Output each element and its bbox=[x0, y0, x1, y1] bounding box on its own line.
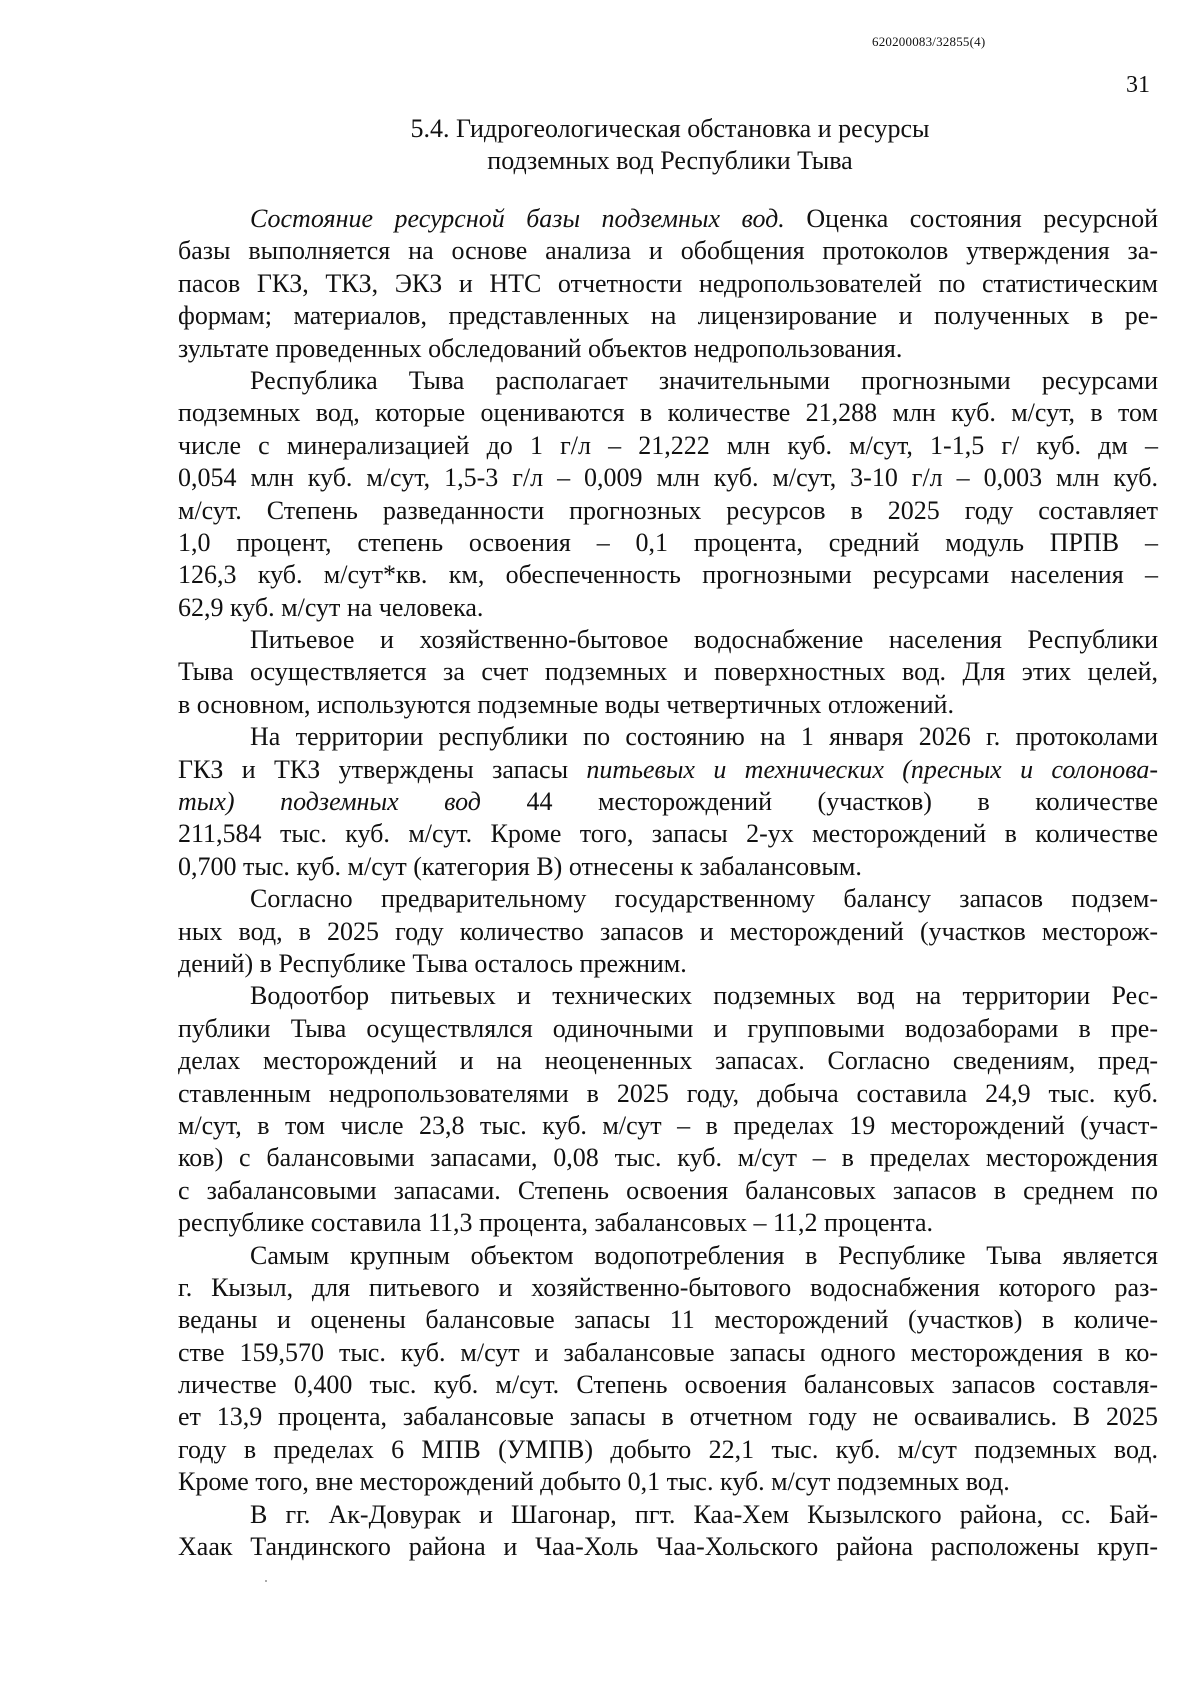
paragraph-water-supply bbox=[178, 624, 1158, 721]
paragraph-line bbox=[178, 203, 1158, 235]
paragraph-line: личестве 0,400 тыс. куб. м/сут. Степень освоения балансовых запасов составля- bbox=[178, 1370, 1158, 1400]
paragraph-line: ставленным недропользователями в 2025 году, добыча составила 24,9 тыс. куб. bbox=[178, 1078, 1158, 1108]
paragraph-line: стве 159,570 тыс. куб. м/сут и забалансовые запасы одного месторождения в ко- bbox=[178, 1337, 1158, 1367]
paragraph-line: 211,584 тыс. куб. м/сут. Кроме того, запасы 2-ух месторождений в количестве bbox=[178, 819, 1158, 849]
paragraph-line: г. Кызыл, для питьевого и хозяйственно-бытового водоснабжения которого раз- bbox=[178, 1272, 1158, 1302]
paragraph-line: с забалансовыми запасами. Степень освоения балансовых запасов в среднем по bbox=[178, 1175, 1158, 1205]
paragraph-line: 62,9 куб. м/сут на человека. bbox=[178, 592, 484, 622]
paragraph-line: году в пределах 6 МПВ (УМПВ) добыто 22,1 тыс. куб. м/сут подземных вод. bbox=[178, 1434, 1158, 1464]
text-run: 44 месторождений (участков) в количестве bbox=[480, 787, 1158, 817]
paragraph-line: зультате проведенных обследований объектов недропользования. bbox=[178, 333, 903, 363]
section-heading-line-1: 5.4. Гидрогеологическая обстановка и ресурсы bbox=[410, 114, 930, 143]
paragraph-line: Питьевое и хозяйственно-бытовое водоснабжение населения Республики bbox=[250, 625, 1158, 655]
paragraph-line: м/сут. Степень разведанности прогнозных ресурсов в 2025 году составляет bbox=[178, 495, 1158, 525]
paragraph-line: ных вод, в 2025 году количество запасов и месторождений (участков месторож- bbox=[178, 916, 1158, 946]
paragraph-line: подземных вод, которые оцениваются в количестве 21,288 млн куб. м/сут, в том bbox=[178, 398, 1158, 428]
paragraph-line: числе с минерализацией до 1 г/л – 21,222 млн куб. м/сут, 1-1,5 г/ куб. дм – bbox=[178, 430, 1158, 460]
paragraph-line: веданы и оценены балансовые запасы 11 месторождений (участков) в количе- bbox=[178, 1305, 1158, 1335]
paragraph-line: базы выполняется на основе анализа и обобщения протоколов утверждения за- bbox=[178, 236, 1158, 266]
paragraph-line: дений) в Республике Тыва осталось прежним. bbox=[178, 948, 687, 978]
paragraph-kyzyl bbox=[178, 1240, 1158, 1499]
paragraph-line: республике составила 11,3 процента, забалансовых – 11,2 процента. bbox=[178, 1208, 934, 1238]
paragraph-line bbox=[178, 754, 1158, 786]
italic-lead-in: Состояние ресурсной базы подземных вод. bbox=[250, 204, 785, 233]
document-body bbox=[178, 203, 1158, 1563]
paragraph-line: На территории республики по состоянию на 1 января 2026 г. протоколами bbox=[250, 722, 1158, 752]
paragraph-line: формам; материалов, представленных на лицензирование и полученных в ре- bbox=[178, 301, 1158, 331]
paragraph-line: делах месторождений и на неоцененных запасах. Согласно сведениям, пред- bbox=[178, 1046, 1158, 1076]
paragraph-other-settlements bbox=[178, 1499, 1158, 1564]
paragraph-approved-reserves bbox=[178, 721, 1158, 883]
paragraph-line: 0,054 млн куб. м/сут, 1,5-3 г/л – 0,009 млн куб. м/сут, 3-10 г/л – 0,003 млн куб. bbox=[178, 463, 1158, 493]
text-run: Оценка состояния ресурсной bbox=[784, 204, 1158, 233]
paragraph-line: Водоотбор питьевых и технических подземных вод на территории Рес- bbox=[250, 981, 1158, 1011]
paragraph-line: Республика Тыва располагает значительными прогнозными ресурсами bbox=[250, 365, 1158, 395]
italic-text-run: тых) подземных вод bbox=[178, 787, 481, 817]
paragraph-line: ков) с балансовыми запасами, 0,08 тыс. куб. м/сут – в пределах месторождения bbox=[178, 1143, 1158, 1173]
paragraph-water-withdrawal bbox=[178, 980, 1158, 1239]
paragraph-state-balance bbox=[178, 883, 1158, 980]
section-heading-line-2: подземных вод Республики Тыва bbox=[487, 146, 853, 175]
italic-text-run: питьевых и технических (пресных и солонова- bbox=[586, 754, 1158, 784]
paragraph-line: Самым крупным объектом водопотребления в Республике Тыва является bbox=[250, 1240, 1158, 1270]
paragraph-line: м/сут, в том числе 23,8 тыс. куб. м/сут – в пределах 19 месторождений (участ- bbox=[178, 1110, 1158, 1140]
paragraph-line bbox=[178, 786, 1158, 818]
paragraph-line: 126,3 куб. м/сут*кв. км, обеспеченность прогнозными ресурсами населения – bbox=[178, 560, 1158, 590]
paragraph-line: 0,700 тыс. куб. м/сут (категория В) отнесены к забалансовым. bbox=[178, 851, 862, 881]
paragraph-line: публики Тыва осуществлялся одиночными и групповыми водозаборами в пре- bbox=[178, 1013, 1158, 1043]
paragraph-line: в основном, используются подземные воды четвертичных отложений. bbox=[178, 689, 954, 719]
text-run: ГКЗ и ТКЗ утверждены запасы bbox=[178, 754, 587, 784]
paragraph-line: ет 13,9 процента, забалансовые запасы в отчетном году не осваивались. В 2025 bbox=[178, 1402, 1158, 1432]
paragraph-line: Кроме того, вне месторождений добыто 0,1 тыс. куб. м/сут подземных вод. bbox=[178, 1467, 1010, 1497]
paragraph-line: пасов ГКЗ, ТКЗ, ЭКЗ и НТС отчетности недропользователей по статистическим bbox=[178, 268, 1158, 298]
page-number: 31 bbox=[1126, 72, 1150, 98]
section-heading bbox=[180, 113, 1160, 177]
paragraph-line: 1,0 процент, степень освоения – 0,1 процента, средний модуль ПРПВ – bbox=[178, 527, 1158, 557]
document-id: 620200083/32855(4) bbox=[872, 34, 986, 49]
paragraph-line: Хаак Тандинского района и Чаа-Холь Чаа-Хольского района расположены круп- bbox=[178, 1532, 1158, 1562]
paragraph-forecast-resources bbox=[178, 365, 1158, 624]
scan-speck bbox=[265, 1580, 267, 1582]
paragraph-resource-base bbox=[178, 203, 1158, 365]
paragraph-line: В гг. Ак-Довурак и Шагонар, пгт. Каа-Хем Кызылского района, сс. Бай- bbox=[250, 1499, 1158, 1529]
paragraph-line: Согласно предварительному государственному балансу запасов подзем- bbox=[250, 884, 1158, 914]
paragraph-line: Тыва осуществляется за счет подземных и поверхностных вод. Для этих целей, bbox=[178, 657, 1158, 687]
